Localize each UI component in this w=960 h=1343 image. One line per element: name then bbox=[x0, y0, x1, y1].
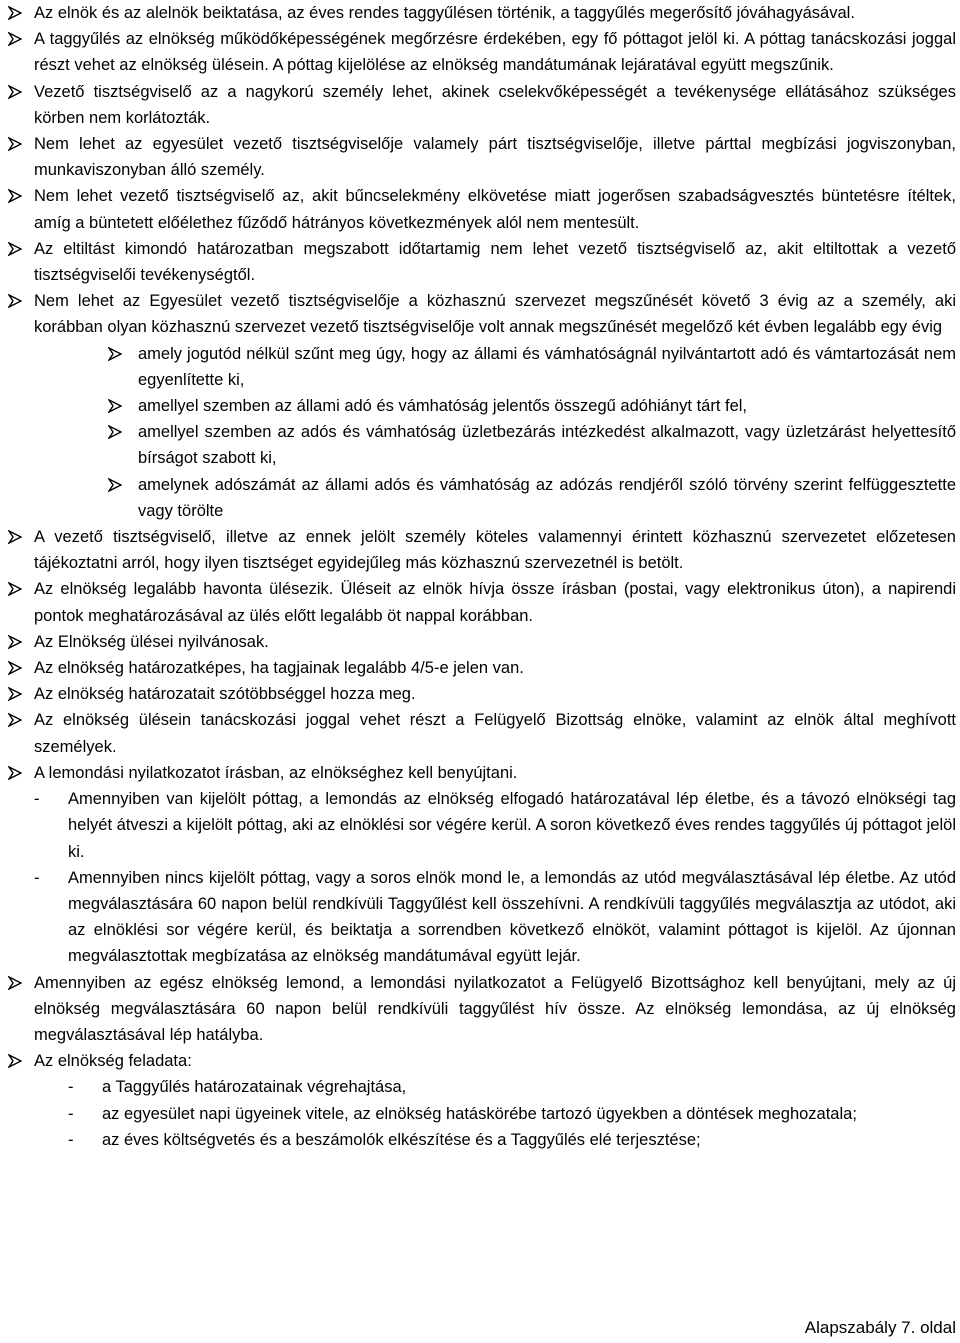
dash-marker: - bbox=[34, 868, 40, 887]
list-item bbox=[4, 183, 956, 235]
dash-marker: - bbox=[68, 1104, 74, 1123]
bullet-list bbox=[4, 0, 956, 1153]
list-item bbox=[4, 760, 956, 786]
sub-list-item-text: amellyel szemben az állami adó és vámhatóság jelentős összegű adóhiányt tárt fel, bbox=[138, 397, 748, 416]
arrowhead-bullet-icon bbox=[8, 766, 22, 780]
sub-list-item-text: amely jogutód nélkül szűnt meg úgy, hogy az állami és vámhatóságnál nyilvántartott adó és vámtartozását nem egyenlítette ki, bbox=[138, 344, 956, 389]
arrowhead-bullet-icon bbox=[8, 189, 22, 203]
list-item bbox=[4, 681, 956, 707]
list-item-text: A lemondási nyilatkozatot írásban, az elnökséghez kell benyújtani. bbox=[34, 763, 518, 782]
list-item-text: Nem lehet az egyesület vezető tisztségviselője valamely párt tisztségviselője, illetve párttal megbízási jogviszonyban, munkaviszonyban álló személy. bbox=[34, 135, 956, 180]
arrowhead-bullet-icon bbox=[8, 530, 22, 544]
sub-list-item-text: amellyel szemben az adós és vámhatóság üzletbezárás intézkedést alkalmazott, vagy üzletzárást helyettesítő bírságot szabott ki, bbox=[138, 423, 956, 468]
arrowhead-bullet-icon bbox=[108, 399, 122, 413]
arrowhead-bullet-icon bbox=[108, 478, 122, 492]
arrowhead-bullet-icon bbox=[8, 85, 22, 99]
dash-list-item bbox=[4, 786, 956, 865]
arrowhead-bullet-icon bbox=[8, 661, 22, 675]
list-item bbox=[4, 131, 956, 183]
list-item bbox=[4, 629, 956, 655]
dash-marker: - bbox=[68, 1130, 74, 1149]
dash-list-item-text: az egyesület napi ügyeinek vitele, az elnökség hatáskörébe tartozó ügyekben a döntések meghozatala; bbox=[102, 1104, 857, 1123]
dash-list-item bbox=[4, 1127, 956, 1153]
list-item bbox=[4, 0, 956, 26]
list-item bbox=[4, 576, 956, 628]
list-item-text: A taggyűlés az elnökség működőképességének megőrzésre érdekében, egy fő póttagot jelöl ki. A póttag tanácskozási joggal részt vehet az elnökség ülésein. A póttag kijelölése az elnökség mandátumának lejáratával együtt megszűnik. bbox=[34, 30, 956, 75]
list-item-text: Az eltiltást kimondó határozatban megszabott időtartamig nem lehet vezető tisztségviselő az, akit eltiltottak a vezető tisztségviselői tevékenységtől. bbox=[34, 239, 956, 285]
list-item bbox=[4, 655, 956, 681]
sub-list-item bbox=[4, 393, 956, 419]
list-item bbox=[4, 288, 956, 340]
arrowhead-bullet-icon bbox=[108, 425, 122, 439]
list-item-text: Az elnökség ülésein tanácskozási joggal vehet részt a Felügyelő Bizottság elnöke, valamint az elnök által meghívott személyek. bbox=[34, 711, 956, 756]
dash-list-item-text: a Taggyűlés határozatainak végrehajtása, bbox=[102, 1078, 407, 1097]
dash-list-item bbox=[4, 1074, 956, 1100]
dash-marker: - bbox=[68, 1078, 74, 1097]
dash-list-item-text: Amennyiben nincs kijelölt póttag, vagy a soros elnök mond le, a lemondás az utód megválasztásával lép életbe. Az utód megválasztására 60 napon belül rendkívüli Taggyűlést kell összehívni. A rendkívüli taggyűlés megválasztja az utódot, aki az elnöklési sor végére kerül, és beiktatja a sorrendben következő elnököt, valamint póttagot is kijelöl. Az újonnan megválasztottak megbízatása az elnökség mandátumával együtt lejár. bbox=[68, 868, 956, 966]
list-item bbox=[4, 26, 956, 78]
list-item-text: A vezető tisztségviselő, illetve az ennek jelölt személy köteles valamennyi érintett közhasznú szervezetet előzetesen tájékoztatni arról, hogy ilyen tisztséget egyidejűleg más közhasznú szervezetnél is betölt. bbox=[34, 528, 956, 573]
list-item bbox=[4, 707, 956, 759]
arrowhead-bullet-icon bbox=[8, 582, 22, 596]
arrowhead-bullet-icon bbox=[8, 1054, 22, 1068]
list-item-text: Az elnök és az alelnök beiktatása, az éves rendes taggyűlésen történik, a taggyűlés megerősítő jóváhagyásával. bbox=[34, 4, 855, 22]
arrowhead-bullet-icon bbox=[8, 635, 22, 649]
list-item-text: Az elnökség legalább havonta ülésezik. Üléseit az elnök hívja össze írásban (postai, vagy elektronikus úton), a napirendi pontok meghatározásával az ülés előtt legalább öt nappal korábban. bbox=[34, 580, 956, 625]
arrowhead-bullet-icon bbox=[8, 976, 22, 990]
list-item bbox=[4, 236, 956, 288]
list-item-text: Nem lehet vezető tisztségviselő az, akit bűncselekmény elkövetése miatt jogerősen szabadságvesztés büntetésre ítéltek, amíg a büntetett előélethez fűződő hátrányos következmények alól nem mentesült. bbox=[34, 187, 956, 232]
sub-list-item-text: amelynek adószámát az állami adós és vámhatóság az adózás rendjéről szóló törvény szerint felfüggesztette vagy törölte bbox=[138, 475, 956, 520]
arrowhead-bullet-icon bbox=[108, 347, 122, 361]
sub-list-item bbox=[4, 419, 956, 471]
dash-marker: - bbox=[34, 790, 40, 809]
list-item bbox=[4, 970, 956, 1049]
arrowhead-bullet-icon bbox=[8, 242, 22, 256]
arrowhead-bullet-icon bbox=[8, 713, 22, 727]
list-item-text: Az elnökség határozatképes, ha tagjainak legalább 4/5-e jelen van. bbox=[34, 659, 524, 678]
dash-list-item-text: Amennyiben van kijelölt póttag, a lemondás az elnökség elfogadó határozatával lép életbe, és a távozó elnökségi tag helyét átveszi a kijelölt póttag, aki az elnöklési sor végére kerül. A soron következő éves rendes taggyűlés új póttagot jelöl ki. bbox=[68, 790, 956, 861]
arrowhead-bullet-icon bbox=[8, 687, 22, 701]
arrowhead-bullet-icon bbox=[8, 6, 22, 20]
arrowhead-bullet-icon bbox=[8, 32, 22, 46]
list-item bbox=[4, 524, 956, 576]
list-item-text: Az Elnökség ülései nyilvánosak. bbox=[34, 632, 269, 651]
list-item-text: Az elnökség határozatait szótöbbséggel hozza meg. bbox=[34, 685, 416, 704]
sub-list-item bbox=[4, 472, 956, 524]
page-footer: Alapszabály 7. oldal bbox=[804, 1318, 956, 1337]
list-item bbox=[4, 79, 956, 131]
list-item-text: Amennyiben az egész elnökség lemond, a lemondási nyilatkozatot a Felügyelő Bizottsághoz kell benyújtani, mely az új elnökség megválasztására 60 napon belül rendkívüli taggyűlést hív össze. Az elnökség lemondása, az új elnökség megválasztásával lép hatályba. bbox=[34, 973, 956, 1044]
arrowhead-bullet-icon bbox=[8, 294, 22, 308]
dash-list-item bbox=[4, 865, 956, 970]
list-item bbox=[4, 1048, 956, 1074]
dash-list-item bbox=[4, 1101, 956, 1127]
list-item-text: Vezető tisztségviselő az a nagykorú személy lehet, akinek cselekvőképességét a tevékenysége ellátásához szükséges körben nem korlátozták. bbox=[34, 82, 956, 127]
list-item-text: Nem lehet az Egyesület vezető tisztségviselője a közhasznú szervezet megszűnését követő 3 évig az a személy, aki korábban olyan közhasznú szervezet vezető tisztségviselője volt annak megszűnését megelőző két évben legalább egy évig bbox=[34, 292, 956, 337]
arrowhead-bullet-icon bbox=[8, 137, 22, 151]
list-item-text: Az elnökség feladata: bbox=[34, 1052, 192, 1071]
dash-list-item-text: az éves költségvetés és a beszámolók elkészítése és a Taggyűlés elé terjesztése; bbox=[102, 1130, 701, 1149]
sub-list-item bbox=[4, 341, 956, 393]
